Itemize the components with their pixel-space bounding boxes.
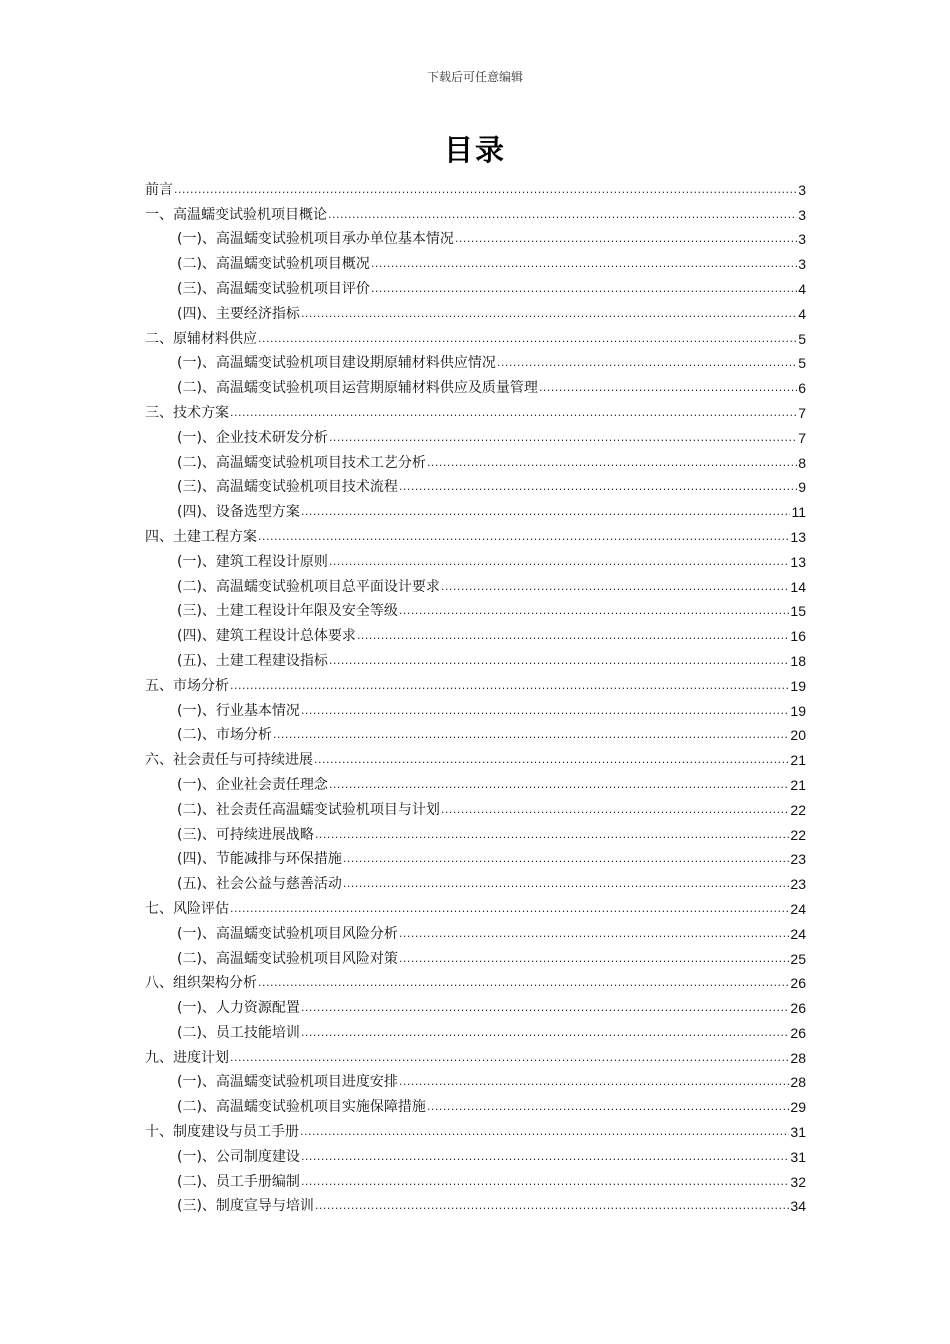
- toc-subentry[interactable]: [145, 298, 806, 323]
- toc-entry[interactable]: [145, 397, 806, 422]
- toc-entry-label: 五、市场分析: [145, 677, 229, 694]
- toc-subentry[interactable]: [145, 596, 806, 621]
- toc-page-number: 5: [798, 355, 806, 372]
- toc-page-number: 3: [798, 231, 806, 248]
- toc-subentry[interactable]: [145, 447, 806, 472]
- toc-entry-label: 十、制度建设与员工手册: [145, 1124, 299, 1141]
- toc-entry-label: (三)、制度宣导与培训: [177, 1198, 314, 1215]
- toc-entry[interactable]: [145, 174, 806, 199]
- toc-entry-label: (二)、高温蠕变试验机项目概况: [177, 256, 370, 273]
- toc-entry-label: (二)、高温蠕变试验机项目风险对策: [177, 950, 398, 967]
- toc-entry-label: (一)、人力资源配置: [177, 1000, 300, 1017]
- toc-dot-leader: [258, 530, 789, 544]
- toc-entry-label: (二)、高温蠕变试验机项目技术工艺分析: [177, 454, 426, 471]
- toc-entry-label: 八、组织架构分析: [145, 975, 257, 992]
- toc-dot-leader: [230, 902, 789, 916]
- toc-entry-label: (三)、土建工程设计年限及安全等级: [177, 603, 398, 620]
- toc-dot-leader: [441, 803, 789, 817]
- toc-subentry[interactable]: [145, 546, 806, 571]
- toc-dot-leader: [427, 1100, 789, 1114]
- toc-page-number: 13: [790, 553, 806, 570]
- toc-subentry[interactable]: [145, 819, 806, 844]
- toc-subentry[interactable]: [145, 1166, 806, 1191]
- toc-subentry[interactable]: [145, 943, 806, 968]
- toc-page-number: 23: [790, 876, 806, 893]
- toc-subentry[interactable]: [145, 372, 806, 397]
- toc-subentry[interactable]: [145, 496, 806, 521]
- toc-dot-leader: [357, 629, 789, 643]
- toc-page-number: 22: [790, 826, 806, 843]
- toc-entry-label: (一)、高温蠕变试验机项目承办单位基本情况: [177, 231, 454, 248]
- toc-entry[interactable]: [145, 521, 806, 546]
- toc-dot-leader: [497, 356, 797, 370]
- toc-page-number: 6: [798, 380, 806, 397]
- toc-dot-leader: [329, 431, 797, 445]
- toc-dot-leader: [371, 257, 797, 271]
- toc-page-number: 9: [798, 479, 806, 496]
- toc-dot-leader: [329, 654, 789, 668]
- toc-page-number: 24: [790, 900, 806, 917]
- toc-entry-label: (二)、员工手册编制: [177, 1173, 300, 1190]
- toc-page-number: 31: [790, 1124, 806, 1141]
- toc-subentry[interactable]: [145, 695, 806, 720]
- toc-entry-label: 前言: [145, 181, 173, 198]
- toc-entry-label: (二)、高温蠕变试验机项目总平面设计要求: [177, 578, 440, 595]
- toc-dot-leader: [314, 753, 789, 767]
- toc-subentry[interactable]: [145, 1067, 806, 1092]
- toc-dot-leader: [427, 456, 797, 470]
- toc-entry-label: 六、社会责任与可持续进展: [145, 752, 313, 769]
- toc-entry[interactable]: [145, 199, 806, 224]
- toc-page-number: 7: [798, 429, 806, 446]
- toc-entry[interactable]: [145, 323, 806, 348]
- toc-subentry[interactable]: [145, 868, 806, 893]
- toc-entry-label: (一)、高温蠕变试验机项目风险分析: [177, 925, 398, 942]
- toc-subentry[interactable]: [145, 620, 806, 645]
- toc-dot-leader: [300, 1125, 789, 1139]
- toc-entry-label: (一)、建筑工程设计原则: [177, 553, 328, 570]
- toc-entry-label: 四、土建工程方案: [145, 528, 257, 545]
- toc-entry-label: (五)、土建工程建设指标: [177, 652, 328, 669]
- toc-entry-label: 九、进度计划: [145, 1049, 229, 1066]
- toc-entry-label: (三)、高温蠕变试验机项目评价: [177, 280, 370, 297]
- toc-page-number: 19: [790, 677, 806, 694]
- toc-entry-label: (一)、高温蠕变试验机项目进度安排: [177, 1074, 398, 1091]
- toc-entry-label: 七、风险评估: [145, 900, 229, 917]
- toc-dot-leader: [258, 332, 797, 346]
- toc-page-number: 4: [798, 280, 806, 297]
- page-header: 下载后可任意编辑: [426, 70, 523, 84]
- toc-subentry[interactable]: [145, 645, 806, 670]
- toc-entry-label: (三)、高温蠕变试验机项目技术流程: [177, 479, 398, 496]
- toc-entry-label: (一)、公司制度建设: [177, 1148, 300, 1165]
- toc-dot-leader: [230, 1051, 789, 1065]
- toc-dot-leader: [399, 1075, 789, 1089]
- toc-page-number: 26: [790, 1024, 806, 1041]
- toc-dot-leader: [315, 828, 789, 842]
- toc-page-number: 26: [790, 975, 806, 992]
- toc-subentry[interactable]: [145, 720, 806, 745]
- toc-dot-leader: [399, 604, 789, 618]
- toc-entry-label: (二)、高温蠕变试验机项目实施保障措施: [177, 1099, 426, 1116]
- toc-entry[interactable]: [145, 968, 806, 993]
- toc-page-number: 28: [790, 1049, 806, 1066]
- toc-dot-leader: [301, 505, 791, 519]
- toc-dot-leader: [301, 1026, 789, 1040]
- toc-entry[interactable]: [145, 1116, 806, 1141]
- toc-entry-label: (一)、企业技术研发分析: [177, 429, 328, 446]
- toc-subentry[interactable]: [145, 1191, 806, 1216]
- toc-dot-leader: [258, 976, 789, 990]
- toc-dot-leader: [399, 480, 797, 494]
- toc-page-number: 20: [790, 727, 806, 744]
- toc-entry-label: (一)、企业社会责任理念: [177, 776, 328, 793]
- toc-dot-leader: [301, 1150, 789, 1164]
- toc-subentry[interactable]: [145, 1017, 806, 1042]
- toc-entry-label: (四)、主要经济指标: [177, 305, 300, 322]
- toc-dot-leader: [371, 282, 797, 296]
- page-title: 目录: [443, 133, 506, 167]
- toc-dot-leader: [399, 952, 789, 966]
- toc-entry-label: (二)、高温蠕变试验机项目运营期原辅材料供应及质量管理: [177, 380, 538, 397]
- toc-entry-label: (二)、员工技能培训: [177, 1024, 300, 1041]
- toc-entry[interactable]: [145, 893, 806, 918]
- toc-entry-label: (四)、建筑工程设计总体要求: [177, 628, 356, 645]
- toc-page-number: 3: [798, 256, 806, 273]
- toc-page-number: 19: [790, 702, 806, 719]
- toc-page-number: 5: [798, 330, 806, 347]
- toc-dot-leader: [301, 1175, 789, 1189]
- toc-dot-leader: [301, 704, 789, 718]
- toc-page-number: 13: [790, 528, 806, 545]
- toc-subentry[interactable]: [145, 273, 806, 298]
- toc-dot-leader: [301, 1001, 789, 1015]
- toc-subentry[interactable]: [145, 422, 806, 447]
- toc-page-number: 25: [790, 950, 806, 967]
- toc-subentry[interactable]: [145, 992, 806, 1017]
- toc-dot-leader: [273, 728, 789, 742]
- toc-subentry[interactable]: [145, 1141, 806, 1166]
- toc-entry-label: (四)、节能减排与环保措施: [177, 851, 342, 868]
- toc-page-number: 29: [790, 1099, 806, 1116]
- toc-page-number: 11: [791, 504, 806, 521]
- toc-page-number: 14: [790, 578, 806, 595]
- toc-page-number: 22: [790, 801, 806, 818]
- toc-subentry[interactable]: [145, 918, 806, 943]
- toc-dot-leader: [301, 307, 797, 321]
- toc-page-number: 15: [790, 603, 806, 620]
- toc-entry-label: (一)、高温蠕变试验机项目建设期原辅材料供应情况: [177, 355, 496, 372]
- toc-subentry[interactable]: [145, 794, 806, 819]
- toc-subentry[interactable]: [145, 248, 806, 273]
- toc-subentry[interactable]: [145, 571, 806, 596]
- toc-entry-label: 三、技术方案: [145, 404, 229, 421]
- toc-entry-label: (二)、社会责任高温蠕变试验机项目与计划: [177, 801, 440, 818]
- toc-entry-label: (三)、可持续进展战略: [177, 826, 314, 843]
- toc-dot-leader: [455, 232, 797, 246]
- toc-entry[interactable]: [145, 1042, 806, 1067]
- toc-dot-leader: [343, 877, 789, 891]
- toc-page-number: 21: [790, 752, 806, 769]
- toc-dot-leader: [329, 778, 789, 792]
- toc-dot-leader: [441, 580, 789, 594]
- toc-entry[interactable]: [145, 670, 806, 695]
- toc-entry-label: (二)、市场分析: [177, 727, 272, 744]
- toc-subentry[interactable]: [145, 769, 806, 794]
- toc-page-number: 3: [798, 181, 806, 198]
- toc-dot-leader: [539, 381, 797, 395]
- table-of-contents: [145, 174, 806, 1215]
- toc-entry-label: (四)、设备选型方案: [177, 504, 300, 521]
- toc-dot-leader: [328, 208, 797, 222]
- toc-page-number: 34: [790, 1198, 806, 1215]
- toc-dot-leader: [329, 555, 789, 569]
- toc-dot-leader: [174, 183, 797, 197]
- toc-dot-leader: [230, 679, 789, 693]
- toc-dot-leader: [230, 406, 797, 420]
- toc-page-number: 8: [798, 454, 806, 471]
- toc-page-number: 24: [790, 925, 806, 942]
- toc-entry-label: (五)、社会公益与慈善活动: [177, 876, 342, 893]
- toc-entry-label: 一、高温蠕变试验机项目概论: [145, 206, 327, 223]
- toc-page-number: 26: [790, 1000, 806, 1017]
- toc-page-number: 18: [790, 652, 806, 669]
- toc-dot-leader: [399, 927, 789, 941]
- toc-subentry[interactable]: [145, 348, 806, 373]
- toc-subentry[interactable]: [145, 844, 806, 869]
- toc-entry[interactable]: [145, 744, 806, 769]
- toc-dot-leader: [343, 852, 789, 866]
- toc-page-number: 23: [790, 851, 806, 868]
- toc-subentry[interactable]: [145, 224, 806, 249]
- toc-page-number: 32: [790, 1173, 806, 1190]
- toc-page-number: 28: [790, 1074, 806, 1091]
- toc-page-number: 16: [790, 628, 806, 645]
- toc-page-number: 3: [798, 206, 806, 223]
- toc-subentry[interactable]: [145, 472, 806, 497]
- toc-dot-leader: [315, 1199, 789, 1213]
- toc-page-number: 4: [798, 305, 806, 322]
- toc-page-number: 31: [790, 1148, 806, 1165]
- toc-subentry[interactable]: [145, 1091, 806, 1116]
- toc-page-number: 7: [798, 404, 806, 421]
- toc-page-number: 21: [790, 776, 806, 793]
- toc-entry-label: 二、原辅材料供应: [145, 330, 257, 347]
- toc-entry-label: (一)、行业基本情况: [177, 702, 300, 719]
